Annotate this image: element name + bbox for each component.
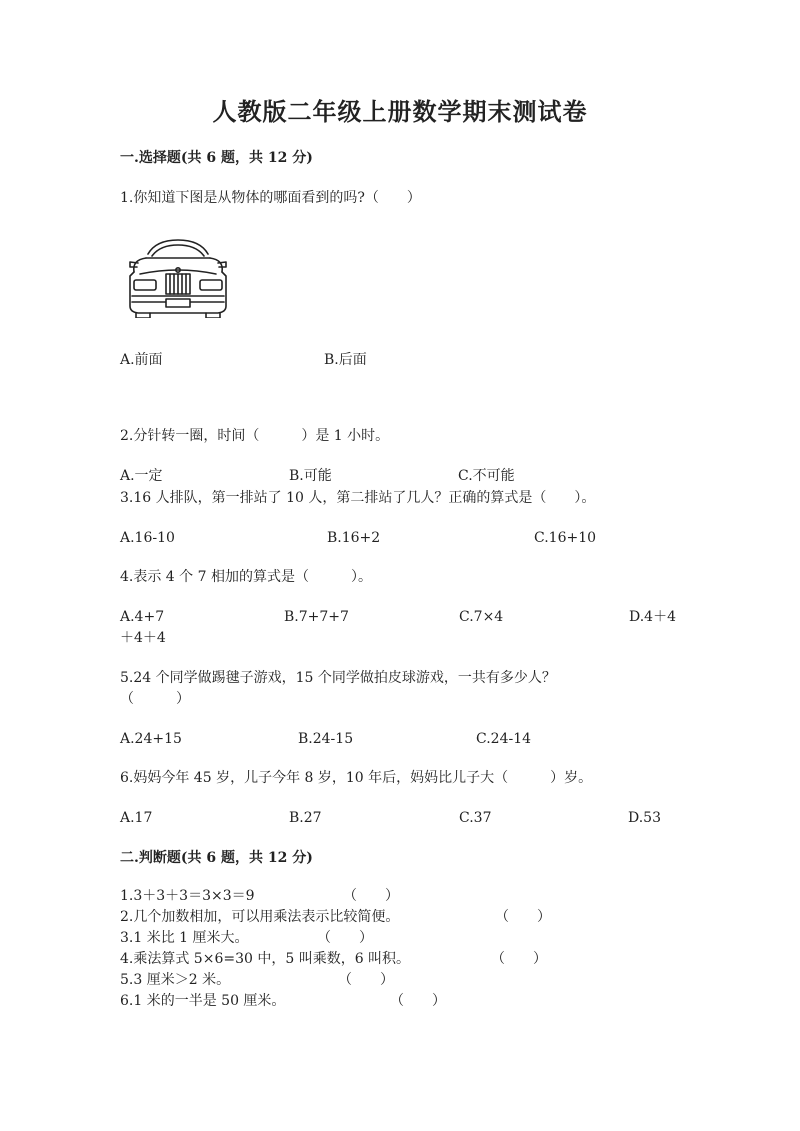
question-6-option-a[interactable]: A.17 — [120, 810, 153, 826]
question-4-stem: 4.表示 4 个 7 相加的算式是（ ）。 — [120, 569, 372, 585]
question-3-option-b[interactable]: B.16+2 — [327, 530, 381, 546]
question-5-option-a[interactable]: A.24+15 — [120, 731, 182, 747]
question-5-option-b[interactable]: B.24-15 — [298, 731, 354, 747]
section-heading-true-false: 二.判断题(共 6 题，共 12 分) — [120, 850, 313, 866]
question-6-option-d[interactable]: D.53 — [628, 810, 661, 826]
judgement-item-5-blank[interactable]: （ ） — [338, 972, 394, 988]
judgement-item-4-blank[interactable]: （ ） — [491, 951, 547, 967]
question-6-option-b[interactable]: B.27 — [289, 810, 322, 826]
question-5-option-c[interactable]: C.24-14 — [476, 731, 532, 747]
question-1-stem: 1.你知道下图是从物体的哪面看到的吗?（ ） — [120, 190, 421, 206]
question-1-option-b[interactable]: B.后面 — [324, 352, 367, 368]
judgement-item-2: 2.几个加数相加，可以用乘法表示比较简便。 — [120, 909, 400, 925]
judgement-item-1-blank[interactable]: （ ） — [343, 888, 399, 904]
question-4-option-d-continued: ＋4＋4 — [120, 630, 166, 646]
judgement-item-1: 1.3＋3＋3＝3×3＝9 — [120, 888, 255, 904]
question-3-option-a[interactable]: A.16-10 — [120, 530, 175, 546]
judgement-item-3: 3.1 米比 1 厘米大。 — [120, 930, 249, 946]
question-5-stem: 5.24 个同学做踢毽子游戏，15 个同学做拍皮球游戏，一共有多少人？ — [120, 670, 556, 686]
car-front-view-icon — [126, 236, 230, 318]
section-heading-choice: 一.选择题(共 6 题，共 12 分) — [120, 150, 313, 166]
question-2-option-b[interactable]: B.可能 — [289, 468, 332, 484]
question-2-option-c[interactable]: C.不可能 — [458, 468, 515, 484]
question-1-option-a[interactable]: A.前面 — [120, 352, 163, 368]
judgement-item-3-blank[interactable]: （ ） — [317, 930, 373, 946]
question-4-option-b[interactable]: B.7+7+7 — [284, 609, 349, 625]
question-4-option-c[interactable]: C.7×4 — [459, 609, 504, 625]
question-4-option-d[interactable]: D.4＋4 — [629, 609, 676, 625]
judgement-item-6-blank[interactable]: （ ） — [390, 993, 446, 1009]
question-6-option-c[interactable]: C.37 — [459, 810, 492, 826]
judgement-item-2-blank[interactable]: （ ） — [495, 909, 551, 925]
page-title: 人教版二年级上册数学期末测试卷 — [212, 97, 588, 126]
question-5-answer-blank: （ ） — [120, 691, 190, 707]
judgement-item-6: 6.1 米的一半是 50 厘米。 — [120, 993, 286, 1009]
question-2-option-a[interactable]: A.一定 — [120, 468, 163, 484]
question-3-option-c[interactable]: C.16+10 — [534, 530, 597, 546]
question-3-stem: 3.16 人排队，第一排站了 10 人，第二排站了几人？正确的算式是（ ）。 — [120, 490, 596, 506]
judgement-item-5: 5.3 厘米＞2 米。 — [120, 972, 231, 988]
question-6-stem: 6.妈妈今年 45 岁，儿子今年 8 岁，10 年后，妈妈比儿子大（ ）岁。 — [120, 770, 593, 786]
question-2-stem: 2.分针转一圈，时间（ ）是 1 小时。 — [120, 428, 390, 444]
judgement-item-4: 4.乘法算式 5×6=30 中，5 叫乘数，6 叫积。 — [120, 951, 411, 967]
question-4-option-a[interactable]: A.4+7 — [120, 609, 165, 625]
